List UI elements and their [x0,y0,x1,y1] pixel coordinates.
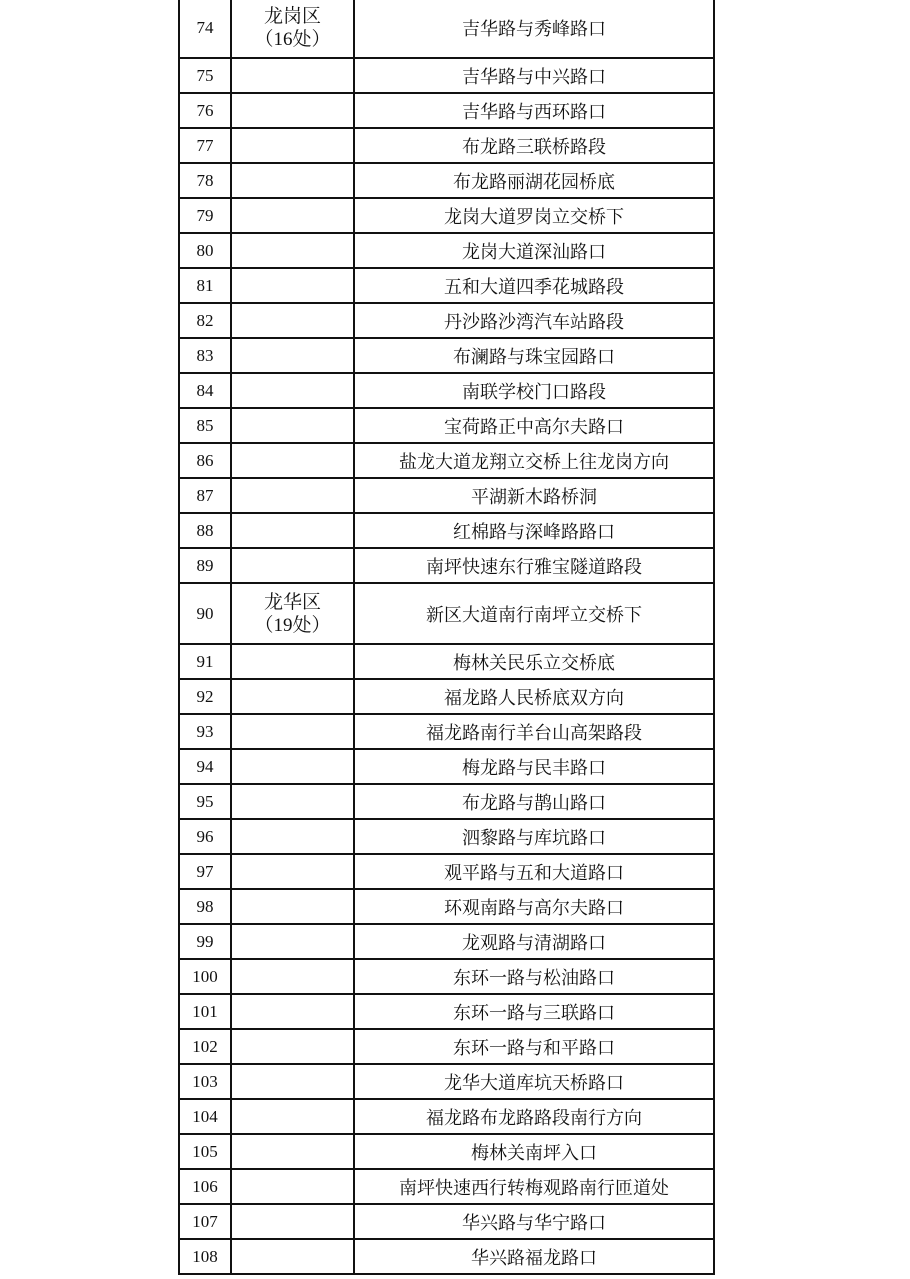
district-name: 龙岗区 [263,4,321,27]
table-row [179,198,714,233]
table-row [179,233,714,268]
district-cell [231,93,354,128]
location-cell: 丹沙路沙湾汽车站路段 [354,303,714,338]
table-row [179,408,714,443]
row-number: 86 [179,443,231,478]
table-row [179,58,714,93]
row-number: 103 [179,1064,231,1099]
district-cell [231,749,354,784]
location-cell: 梅林关南坪入口 [354,1134,714,1169]
row-number: 75 [179,58,231,93]
row-number: 81 [179,268,231,303]
location-cell: 观平路与五和大道路口 [354,854,714,889]
table-row [179,714,714,749]
location-cell: 红棉路与深峰路路口 [354,513,714,548]
district-cell [231,1029,354,1064]
location-cell: 南坪快速西行转梅观路南行匝道处 [354,1169,714,1204]
location-cell: 吉华路与秀峰路口 [354,0,714,58]
district-cell [231,583,354,644]
row-number: 101 [179,994,231,1029]
table-row [179,784,714,819]
row-number: 90 [179,583,231,644]
district-count: （19处） [254,614,331,636]
location-cell: 东环一路与松油路口 [354,959,714,994]
location-cell: 龙观路与清湖路口 [354,924,714,959]
location-cell: 五和大道四季花城路段 [354,268,714,303]
district-cell [231,889,354,924]
district-cell [231,478,354,513]
row-number: 104 [179,1099,231,1134]
district-cell [231,128,354,163]
table-row [179,548,714,583]
row-number: 93 [179,714,231,749]
table-row [179,583,714,644]
table-row [179,1204,714,1239]
district-cell [231,163,354,198]
row-number: 99 [179,924,231,959]
row-number: 77 [179,128,231,163]
district-cell [231,679,354,714]
table-row [179,1169,714,1204]
location-cell: 华兴路福龙路口 [354,1239,714,1274]
row-number: 84 [179,373,231,408]
table-row [179,373,714,408]
location-cell: 梅林关民乐立交桥底 [354,644,714,679]
district-cell [231,0,354,58]
table-row [179,924,714,959]
district-cell [231,1099,354,1134]
location-cell: 福龙路人民桥底双方向 [354,679,714,714]
row-number: 87 [179,478,231,513]
table-row [179,338,714,373]
row-number: 78 [179,163,231,198]
location-cell: 龙华大道库坑天桥路口 [354,1064,714,1099]
row-number: 80 [179,233,231,268]
table-row [179,1064,714,1099]
district-count: （16处） [254,28,331,50]
district-cell [231,994,354,1029]
district-cell [231,233,354,268]
district-cell [231,819,354,854]
row-number: 96 [179,819,231,854]
district-cell [231,408,354,443]
row-number: 88 [179,513,231,548]
district-cell [231,1064,354,1099]
table-row [179,128,714,163]
row-number: 76 [179,93,231,128]
row-number: 107 [179,1204,231,1239]
location-cell: 平湖新木路桥洞 [354,478,714,513]
table-row [179,1239,714,1274]
table-row [179,1099,714,1134]
location-cell: 华兴路与华宁路口 [354,1204,714,1239]
table-row [179,1029,714,1064]
table-row [179,889,714,924]
location-cell: 龙岗大道罗岗立交桥下 [354,198,714,233]
table-row [179,443,714,478]
district-cell [231,548,354,583]
row-number: 105 [179,1134,231,1169]
table-row [179,644,714,679]
table-row [179,959,714,994]
row-number: 89 [179,548,231,583]
district-cell [231,854,354,889]
district-cell [231,513,354,548]
location-cell: 福龙路南行羊台山高架路段 [354,714,714,749]
district-cell [231,784,354,819]
location-cell: 吉华路与中兴路口 [354,58,714,93]
location-cell: 福龙路布龙路路段南行方向 [354,1099,714,1134]
table-row [179,1134,714,1169]
table-row [179,0,714,58]
district-cell [231,268,354,303]
location-cell: 布龙路与鹊山路口 [354,784,714,819]
table-row [179,819,714,854]
district-name: 龙华区 [263,590,321,613]
table-row [179,478,714,513]
table-row [179,268,714,303]
table-row [179,93,714,128]
location-cell: 东环一路与和平路口 [354,1029,714,1064]
row-number: 74 [179,0,231,58]
row-number: 91 [179,644,231,679]
location-cell: 梅龙路与民丰路口 [354,749,714,784]
location-cell: 泗黎路与库坑路口 [354,819,714,854]
location-cell: 盐龙大道龙翔立交桥上往龙岗方向 [354,443,714,478]
table-body [179,0,714,1274]
row-number: 106 [179,1169,231,1204]
location-cell: 龙岗大道深汕路口 [354,233,714,268]
table-row [179,679,714,714]
district-cell [231,714,354,749]
district-cell [231,303,354,338]
location-cell: 布澜路与珠宝园路口 [354,338,714,373]
row-number: 98 [179,889,231,924]
district-cell [231,58,354,93]
location-cell: 新区大道南行南坪立交桥下 [354,583,714,644]
district-cell [231,1134,354,1169]
location-cell: 南坪快速东行雅宝隧道路段 [354,548,714,583]
row-number: 83 [179,338,231,373]
table-row [179,854,714,889]
table-row [179,994,714,1029]
row-number: 92 [179,679,231,714]
row-number: 95 [179,784,231,819]
row-number: 82 [179,303,231,338]
location-cell: 布龙路丽湖花园桥底 [354,163,714,198]
district-cell [231,959,354,994]
district-cell [231,198,354,233]
location-table [178,0,715,1275]
table-row [179,163,714,198]
location-cell: 宝荷路正中高尔夫路口 [354,408,714,443]
row-number: 102 [179,1029,231,1064]
row-number: 85 [179,408,231,443]
table-row [179,513,714,548]
district-cell [231,644,354,679]
row-number: 94 [179,749,231,784]
location-cell: 布龙路三联桥路段 [354,128,714,163]
district-cell [231,373,354,408]
district-cell [231,338,354,373]
location-cell: 吉华路与西环路口 [354,93,714,128]
row-number: 100 [179,959,231,994]
row-number: 97 [179,854,231,889]
row-number: 108 [179,1239,231,1274]
location-cell: 南联学校门口路段 [354,373,714,408]
row-number: 79 [179,198,231,233]
table-row [179,749,714,784]
location-cell: 环观南路与高尔夫路口 [354,889,714,924]
district-cell [231,1169,354,1204]
district-cell [231,924,354,959]
table-row [179,303,714,338]
district-cell [231,1204,354,1239]
district-cell [231,443,354,478]
district-cell [231,1239,354,1274]
location-cell: 东环一路与三联路口 [354,994,714,1029]
